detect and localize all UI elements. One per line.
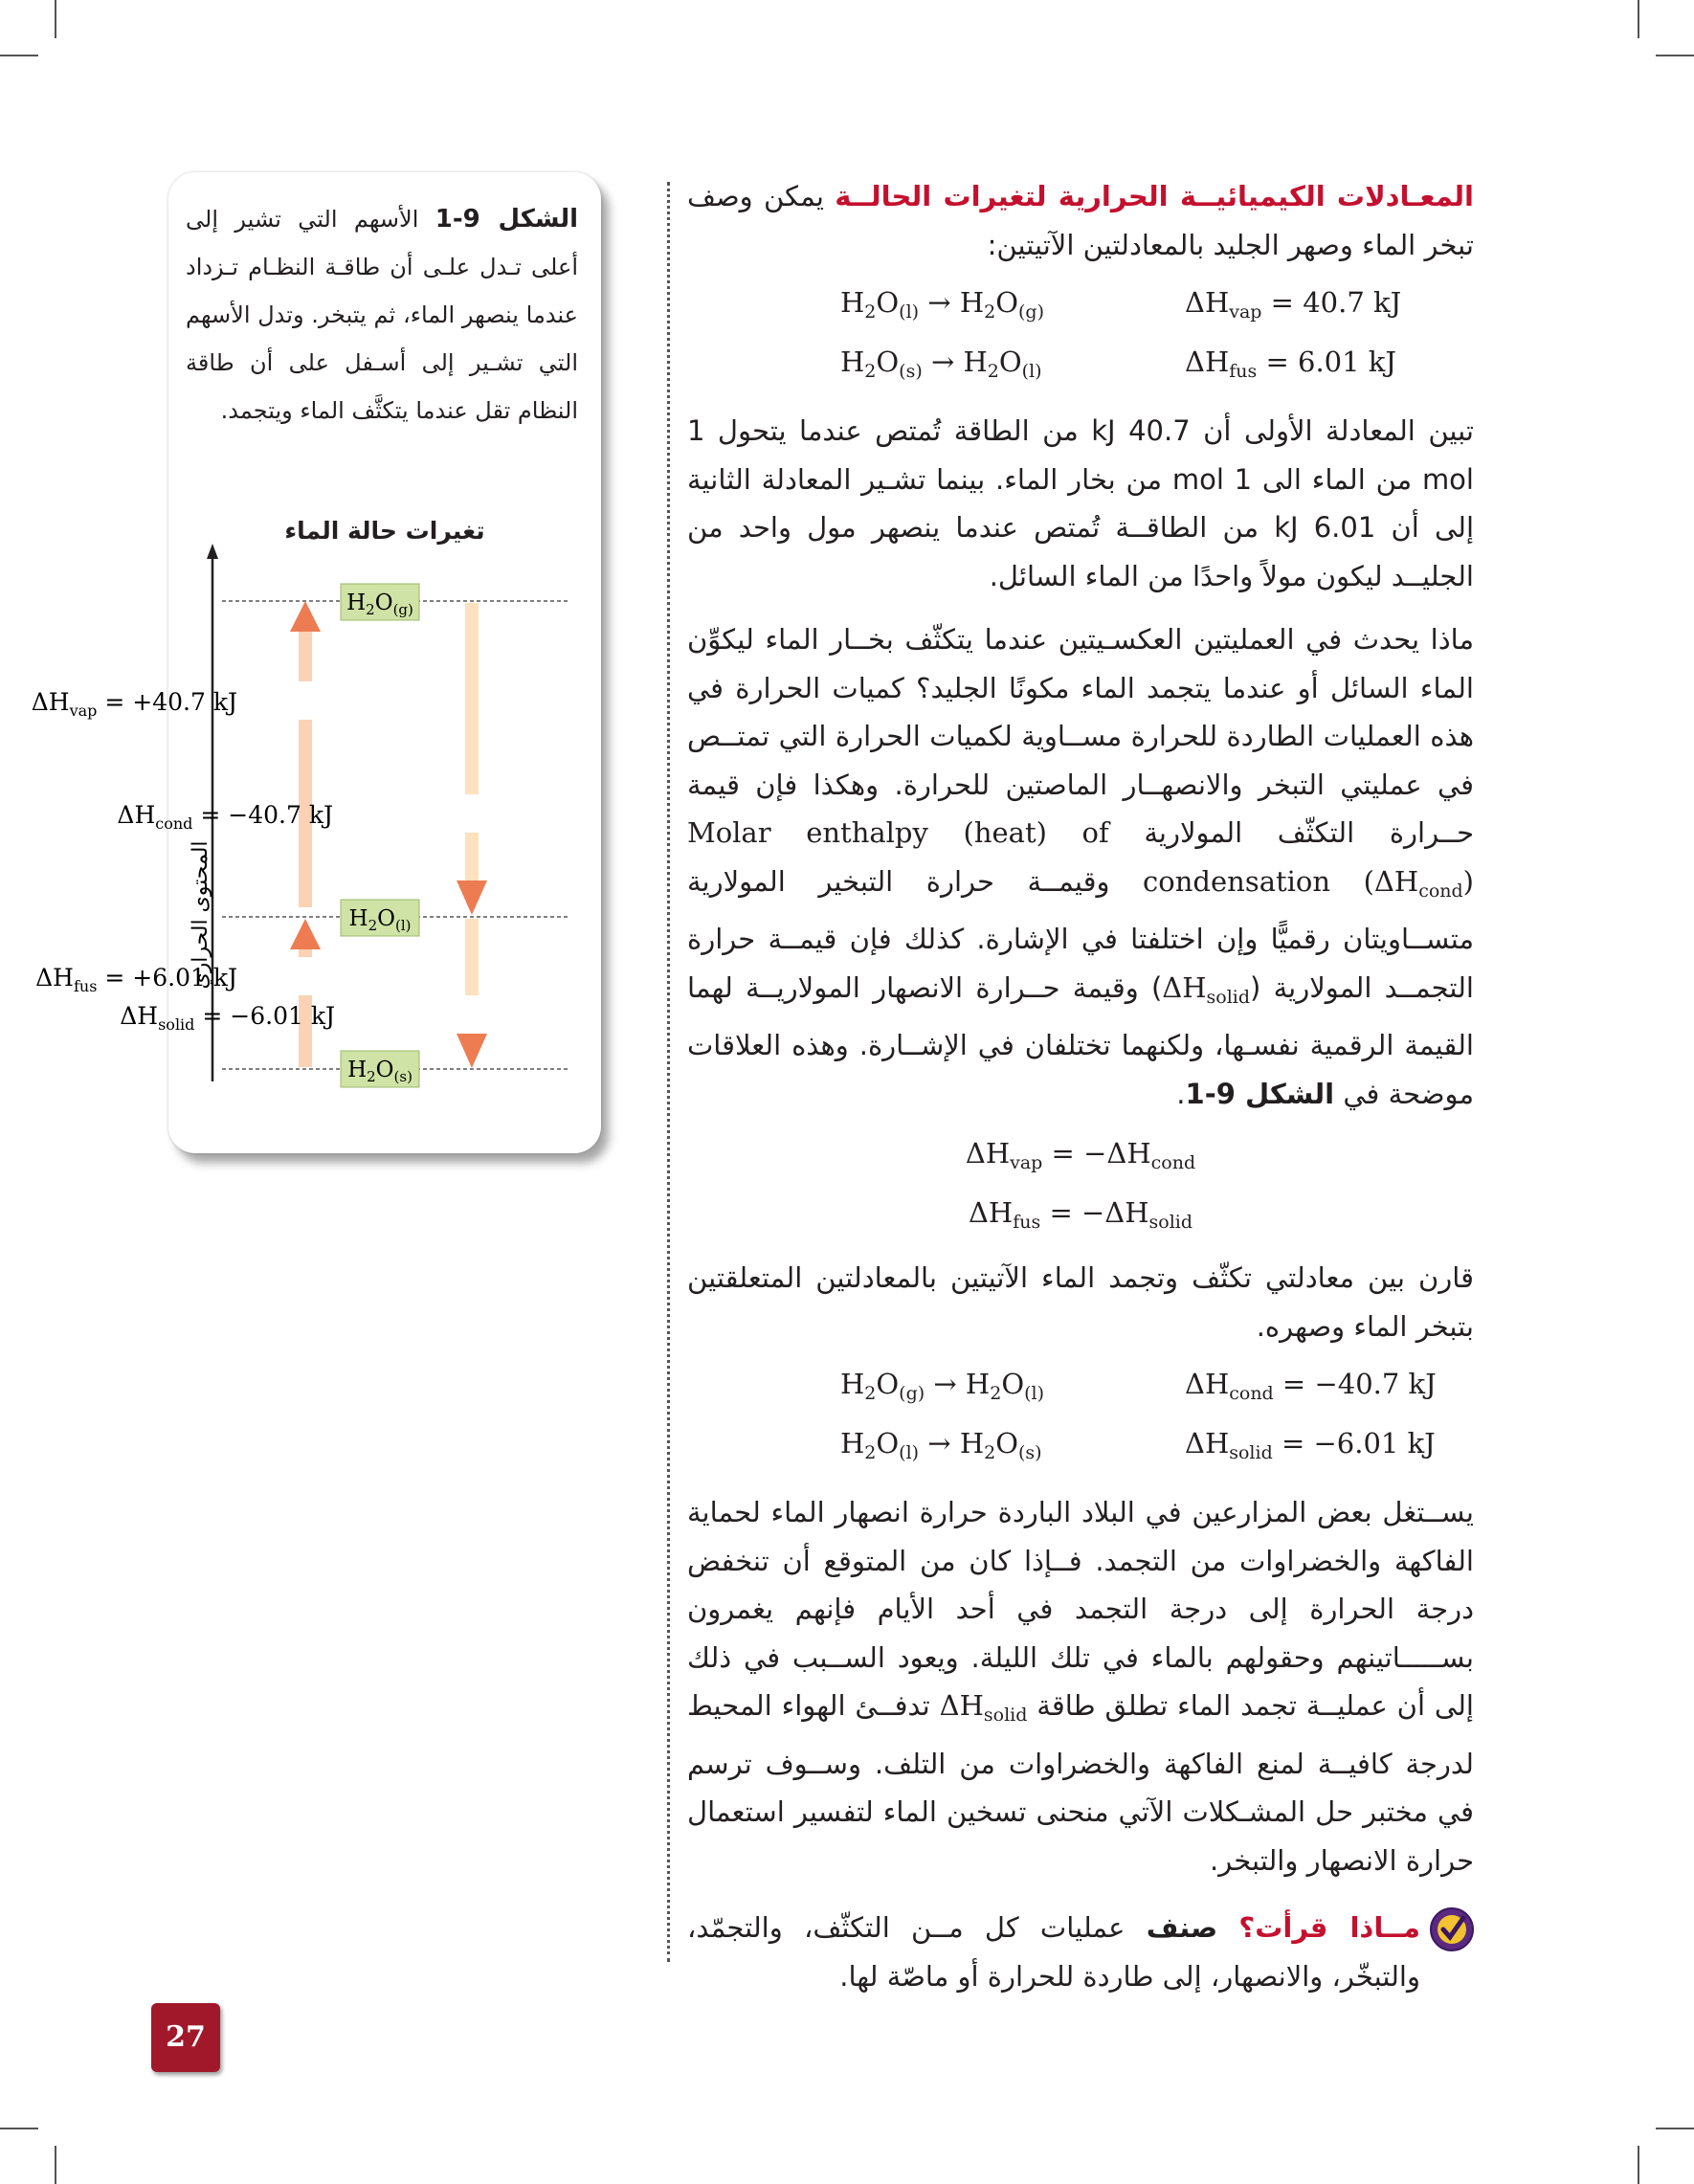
equations-block-2	[687, 1356, 1474, 1475]
solid-label: $\Delta H_{solid} = -6.01$ kJ	[120, 1002, 335, 1034]
vap-arrowhead	[290, 601, 321, 632]
relation-row: $\Delta H_{fus} = -\Delta H_{solid}$	[968, 1196, 1193, 1233]
liquid-state-label: $H_2O_{(l)}$	[348, 906, 412, 934]
crop-mark	[1638, 2146, 1639, 2184]
crop-mark	[0, 55, 38, 56]
y-axis-arrowhead	[207, 544, 218, 559]
equations-block-1	[687, 275, 1474, 393]
crop-mark	[55, 0, 56, 38]
enthalpy-value: $\Delta H_{solid} = -6.01$ kJ	[1185, 1427, 1436, 1463]
intro-text: يمكن وصف تبخر الماء وصهر الجليد بالمعادلتين الآتيتين:	[687, 180, 1474, 261]
relations-block	[687, 1124, 1474, 1242]
reaction: $H_2O_{(l)} \to H_2O_{(s)}$	[840, 1427, 1042, 1463]
paragraph-4: يســتغل بعض المزارعين في البلاد الباردة حرارة انصهار الماء لحماية الفاكهة والخضراوات من التجمد. فــإذا كان من المتوقع أن تنخفض درجة الحرارة إلى درجة التجمد في أحد الأيام فإنهم يغمرون بســـــاتينهم وحقولهم بالماء في تلك الليلة. ويعود الســبب في ذلك إلى أن عمليــة تجمد الماء تطلق طاقة $\Delta H_{solid}$ تدفــئ الهواء المحيط لدرجة كافيــة لمنع الفاكهة والخضراوات من التلف. وســوف ترسم في مختبر حل المشـكلات الآتي منحنى تسخين الماء لتفسير استعمال حرارة الانصهار والتبخر.	[687, 1496, 1474, 1877]
equation-row	[687, 275, 1474, 334]
vap-arrow-shaft	[299, 630, 312, 907]
main-column	[687, 172, 1474, 2000]
crop-mark	[0, 2128, 38, 2129]
solid-state-label: $H_2O_{(s)}$	[347, 1058, 412, 1085]
equation-row	[687, 1356, 1474, 1415]
reaction: $H_2O_{(l)} \to H_2O_{(g)}$	[840, 286, 1044, 323]
enthalpy-value: $\Delta H_{fus} = 6.01$ kJ	[1185, 345, 1396, 382]
paragraph-1: تبين المعادلة الأولى أن 40.7 kJ من الطاقة تُمتص عندما يتحول 1 mol من الماء الى 1 mol من بخار الماء. بينما تشـير المعادلة الثانية إلى أن 6.01 kJ من الطاقــة تُمتص عندما ينصهر مول واحد من الجليــد ليكون مولاً واحدًا من الماء السائل.	[687, 414, 1475, 592]
figure-label: الشكل 9-1	[435, 205, 578, 234]
enthalpy-value: $\Delta H_{cond} = -40.7$ kJ	[1185, 1368, 1437, 1404]
gas-state-label: $H_2O_{(g)}$	[346, 591, 413, 618]
solid-arrowhead	[457, 1034, 487, 1068]
reaction: $H_2O_{(g)} \to H_2O_{(l)}$	[840, 1368, 1044, 1404]
vap-label: $\Delta H_{vap} = +40.7$ kJ	[31, 688, 237, 720]
crop-mark	[55, 2146, 56, 2184]
equation-row	[687, 1415, 1474, 1475]
crop-mark	[1656, 55, 1694, 56]
crop-mark	[1638, 0, 1639, 38]
reading-check-text: عمليات كل مــن التكثّف، والتجمّد، والتبخّر، والانصهار، إلى طاردة للحرارة أو ماصّة لها.	[687, 1911, 1420, 1993]
state-change-diagram	[31, 172, 601, 1153]
equation-row	[687, 334, 1474, 393]
intro-paragraph	[687, 172, 1474, 269]
column-divider	[667, 182, 670, 1962]
crop-mark	[1656, 2128, 1694, 2129]
paragraph-2: ماذا يحدث في العمليتين العكسـيتين عندما يتكثّف بخــار الماء ليكوِّن الماء السائل أو عندما يتجمد الماء مكونًا الجليد؟ كميات الحرارة في هذه العمليات الطاردة للحرارة مســاوية لكميات الحرارة التي تمتــص في عمليتي التبخر والانصهــار الماصتين للحرارة. وهكذا فإن قيمة حــرارة التكثّف المولارية Molar enthalpy (heat) of condensation $(\Delta H_{cond})$ وقيمــة حرارة التبخير المولارية متســاويتان رقميًّا وإن اختلفتا في الإشارة. كذلك فإن قيمــة حرارة التجمــد المولارية $(\Delta H_{solid})$ وقيمة حــرارة الانصهار المولاريــة لهما القيمة الرقمية نفسـها، ولكنهما تختلفان في الإشــارة. وهذه العلاقات موضحة في الشكل 9-1.	[687, 623, 1474, 1110]
relation-row: $\Delta H_{vap} = -\Delta H_{cond}$	[965, 1137, 1196, 1173]
cond-arrowhead	[457, 880, 487, 915]
figure-reference: الشكل 9-1	[1185, 1077, 1335, 1110]
fus-arrowhead	[290, 919, 321, 949]
figure-panel	[31, 172, 601, 1153]
y-axis-label: المحتوى الحراري	[189, 840, 212, 990]
checkmark-icon	[1430, 1907, 1474, 1951]
cond-arrow-shaft	[465, 603, 479, 880]
enthalpy-value: $\Delta H_{vap} = 40.7$ kJ	[1185, 286, 1402, 323]
page-number: 27	[151, 2003, 220, 2072]
section-heading: المعـادلات الكيميائيــة الحرارية لتغيرات الحالــة	[835, 180, 1474, 212]
cond-label: $\Delta H_{cond} = -40.7$ kJ	[117, 801, 333, 833]
reading-check	[687, 1904, 1474, 2000]
reading-check-label: مــاذا قرأت؟	[1238, 1911, 1420, 1944]
diagram-title: تغيرات حالة الماء	[284, 517, 485, 545]
paragraph-3: قارن بين معادلتي تكثّف وتجمد الماء الآتيتين بالمعادلتين المتعلقتين بتبخر الماء وصهره.	[687, 1261, 1474, 1343]
figure-caption: الشكل 9-1 الأسهم التي تشير إلى أعلى تـدل علـى أن طاقـة النظـام تـزداد عندما ينصهر الماء، ثم يتبخر. وتدل الأسهم التي تشـير إلى أسـفل على أن طاقة النظام تقل عندما يتكثَّف الماء ويتجمد.	[186, 205, 578, 424]
reading-check-verb: صنف	[1146, 1911, 1218, 1944]
reaction: $H_2O_{(s)} \to H_2O_{(l)}$	[840, 345, 1042, 382]
fus-label: $\Delta H_{fus} = +6.01$ kJ	[35, 964, 237, 995]
